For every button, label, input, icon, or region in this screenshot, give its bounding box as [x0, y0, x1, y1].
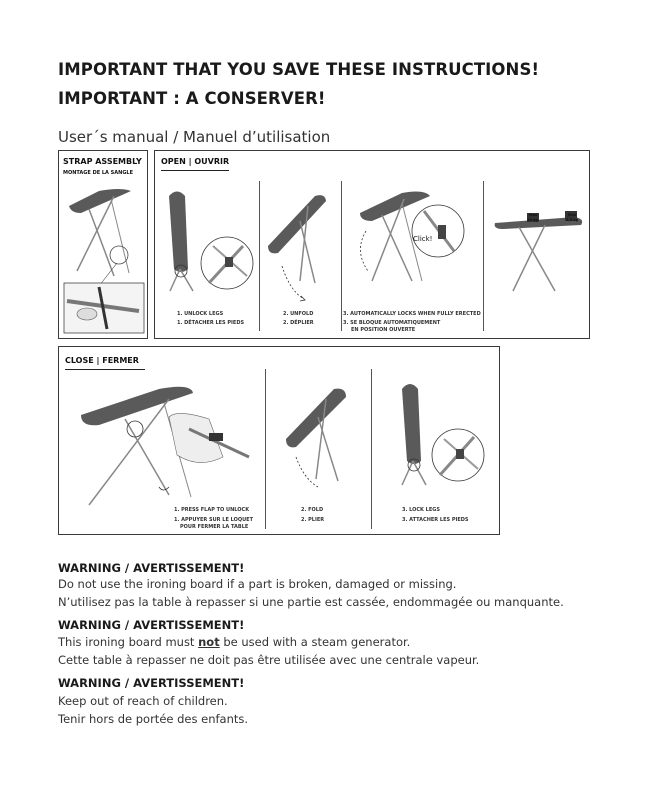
- warning-text-2-part: be used with a steam generator.: [219, 635, 411, 649]
- warning-text-1-en: Do not use the ironing board if a part is broken, damaged or missing.: [58, 577, 457, 591]
- open-title-fr: OUVRIR: [194, 157, 230, 166]
- open-step2-caption-en: 2. UNFOLD: [283, 311, 314, 317]
- open-step3-caption-fr: 3. SE BLOQUE AUTOMATIQUEMENT: [343, 320, 441, 326]
- open-step1-illustration: [155, 151, 259, 311]
- strap-assembly-panel: [58, 150, 148, 339]
- warning-text-2-en: [58, 635, 410, 649]
- open-final-illustration: [485, 151, 589, 311]
- close-title-en: CLOSE: [65, 356, 94, 365]
- title-english: IMPORTANT THAT YOU SAVE THESE INSTRUCTIONS!: [58, 60, 540, 79]
- weight-value-1: 20 kg: [527, 218, 538, 222]
- open-step2-caption-fr: 2. DÉPLIER: [283, 320, 314, 326]
- close-step3-caption-en: 3. LOCK LEGS: [402, 507, 440, 513]
- open-step3-caption-fr2: EN POSITION OUVERTE: [351, 327, 416, 333]
- open-step3-caption-en: 3. AUTOMATICALLY LOCKS WHEN FULLY ERECTED: [343, 311, 481, 317]
- close-step1-caption-en: 1. PRESS FLAP TO UNLOCK: [174, 507, 250, 513]
- close-step2-caption-en: 2. FOLD: [301, 507, 324, 513]
- close-step1-caption-fr2: POUR FERMER LA TABLE: [180, 524, 249, 530]
- open-title-en: OPEN: [161, 157, 186, 166]
- close-title-fr: FERMER: [102, 356, 139, 365]
- title-french: IMPORTANT : A CONSERVER!: [58, 89, 326, 108]
- weight-label-2: Max: [568, 213, 577, 217]
- title-divider: |: [96, 356, 100, 365]
- warning-text-2-emphasis: not: [198, 635, 220, 649]
- weight-value-2: 2,5 kg: [566, 218, 579, 222]
- open-step1-caption-en: 1. UNLOCK LEGS: [177, 311, 224, 317]
- warning-heading-2: WARNING / AVERTISSEMENT!: [58, 618, 245, 632]
- close-step2-illustration: [266, 347, 370, 507]
- open-step1-caption-fr: 1. DÉTACHER LES PIEDS: [177, 320, 245, 326]
- click-label: Click!: [413, 235, 433, 243]
- strap-title: STRAP ASSEMBLY: [63, 157, 142, 166]
- weight-label-1: Max: [529, 213, 538, 217]
- divider: [483, 181, 484, 331]
- close-step1-illustration: [59, 347, 264, 507]
- warning-text-2-fr: Cette table à repasser ne doit pas être utilisée avec une centrale vapeur.: [58, 653, 480, 667]
- warning-text-1-fr: N’utilisez pas la table à repasser si une partie est cassée, endommagée ou manquante.: [58, 595, 564, 609]
- open-step2-illustration: [260, 151, 340, 311]
- close-panel: [58, 346, 500, 535]
- strap-subtitle: MONTAGE DE LA SANGLE: [63, 170, 134, 176]
- close-step3-caption-fr: 3. ATTACHER LES PIEDS: [402, 517, 469, 523]
- warning-text-3-en: Keep out of reach of children.: [58, 694, 228, 708]
- warning-heading-1: WARNING / AVERTISSEMENT!: [58, 561, 245, 575]
- strap-board-illustration: [59, 151, 149, 340]
- title-divider: |: [188, 157, 192, 166]
- open-step3-illustration: [342, 151, 482, 311]
- warning-text-2-part: This ironing board must: [58, 635, 199, 649]
- warning-text-3-fr: Tenir hors de portée des enfants.: [58, 712, 249, 726]
- close-step3-illustration: [372, 347, 500, 507]
- close-step1-caption-fr: 1. APPUYER SUR LE LOQUET: [174, 517, 253, 523]
- close-step2-caption-fr: 2. PLIER: [301, 517, 325, 523]
- open-panel: [154, 150, 590, 339]
- warning-heading-3: WARNING / AVERTISSEMENT!: [58, 676, 245, 690]
- manual-subtitle: User´s manual / Manuel d’utilisation: [58, 128, 331, 146]
